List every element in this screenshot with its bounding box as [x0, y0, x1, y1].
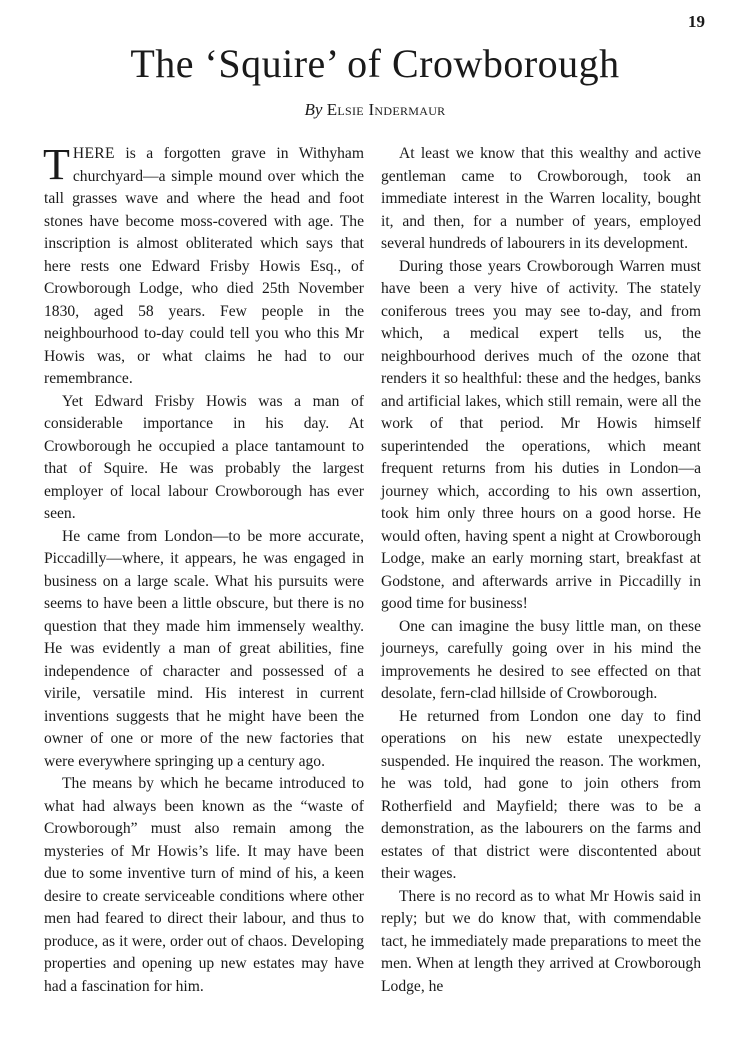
paragraph: There is no record as to what Mr Howis said in reply; but we do know that, with commendable tact, he immediately made preparations to meet the men. When at length they arrived at Crowborough Lodge, he [381, 887, 701, 995]
paragraph: The means by which he became introduced to what had always been known as the “waste of Crowborough” must also remain among the mysteries of Mr Howis’s life. It may have been due to some inventive turn of mind of his, a keen desire to create serviceable conditions where other men had feared to direct their labour, and thus to produce, as it were, order out of chaos. Developing properties and opening up new estates may have had a fascination for him. [44, 775, 364, 995]
paragraph-text: is a forgotten grave in Withyham churchyard—a simple mound over which the tall grasses wave and where the head and foot stones have become moss-covered with age. The inscription is almost obliterated which says that here rests one Edward Frisby Howis Esq., of Crowborough Lodge, who died 25th November 1830, aged 58 years. Few people in the neighbourhood to-day could tell you who this Mr Howis was, or what claims he had to our remembrance. [44, 145, 364, 387]
page-number: 19 [688, 12, 705, 31]
paragraph: He came from London—to be more accurate, Piccadilly—where, it appears, he was engaged in business on a large scale. What his pursuits were seems to have been a little obscure, but there is no question that they made him immensely wealthy. He was evidently a man of great abilities, fine independence of character and possessed of a virile, versatile mind. His interest in current inventions suggests that he might have been the owner of one or more of the new factories that were everywhere springing up a century ago. [44, 527, 364, 770]
paragraph: During those years Crowborough Warren must have been a very hive of activity. The stately coniferous trees you may see to-day, and from which, a medical expert tells us, the neighbourhood derives much of the ozone that renders it so healthful: these and the hedges, banks and artificial lakes, which still remain, were all the work of that period. Mr Howis himself superintended the operations, which meant frequent returns from his duties in London—a journey which, according to his own assertion, took him only three hours on a good horse. He would often, having spent a night at Crowborough Lodge, make an early morning start, breakfast at Godstone, and afterwards arrive in Piccadilly in good time for business! [381, 257, 701, 612]
author-name: Elsie Indermaur [326, 100, 446, 119]
left-column [43, 140, 364, 998]
paragraph: Yet Edward Frisby Howis was a man of considerable importance in his day. At Crowborough he occupied a place tantamount to that of Squire. He was probably the largest employer of local labour Crowborough has ever seen. [44, 392, 364, 522]
paragraph: He returned from London one day to find operations on his new estate unexpectedly suspended. He inquired the reason. The workmen, he was told, had gone to join others from Rotherfield and Mayfield; there was to be a demonstration, as the labourers on the farms and estates of that district were discontented about their wages. [381, 707, 701, 882]
lead-caps: HERE [72, 145, 115, 162]
paragraph: One can imagine the busy little man, on these journeys, carefully going over in his mind the improvements he desired to see effected on that desolate, fern-clad hillside of Crowborough. [381, 617, 701, 702]
byline [0, 100, 750, 120]
article-title: The ‘Squire’ of Crowborough [130, 41, 620, 86]
right-column [381, 143, 701, 998]
byline-prefix: By [304, 100, 323, 119]
paragraph [43, 140, 364, 391]
drop-cap: T [43, 140, 70, 189]
paragraph: At least we know that this wealthy and active gentleman came to Crowborough, took an immediate interest in the Warren locality, bought it, and then, for a number of years, employed several hundreds of labourers in its development. [381, 145, 701, 252]
